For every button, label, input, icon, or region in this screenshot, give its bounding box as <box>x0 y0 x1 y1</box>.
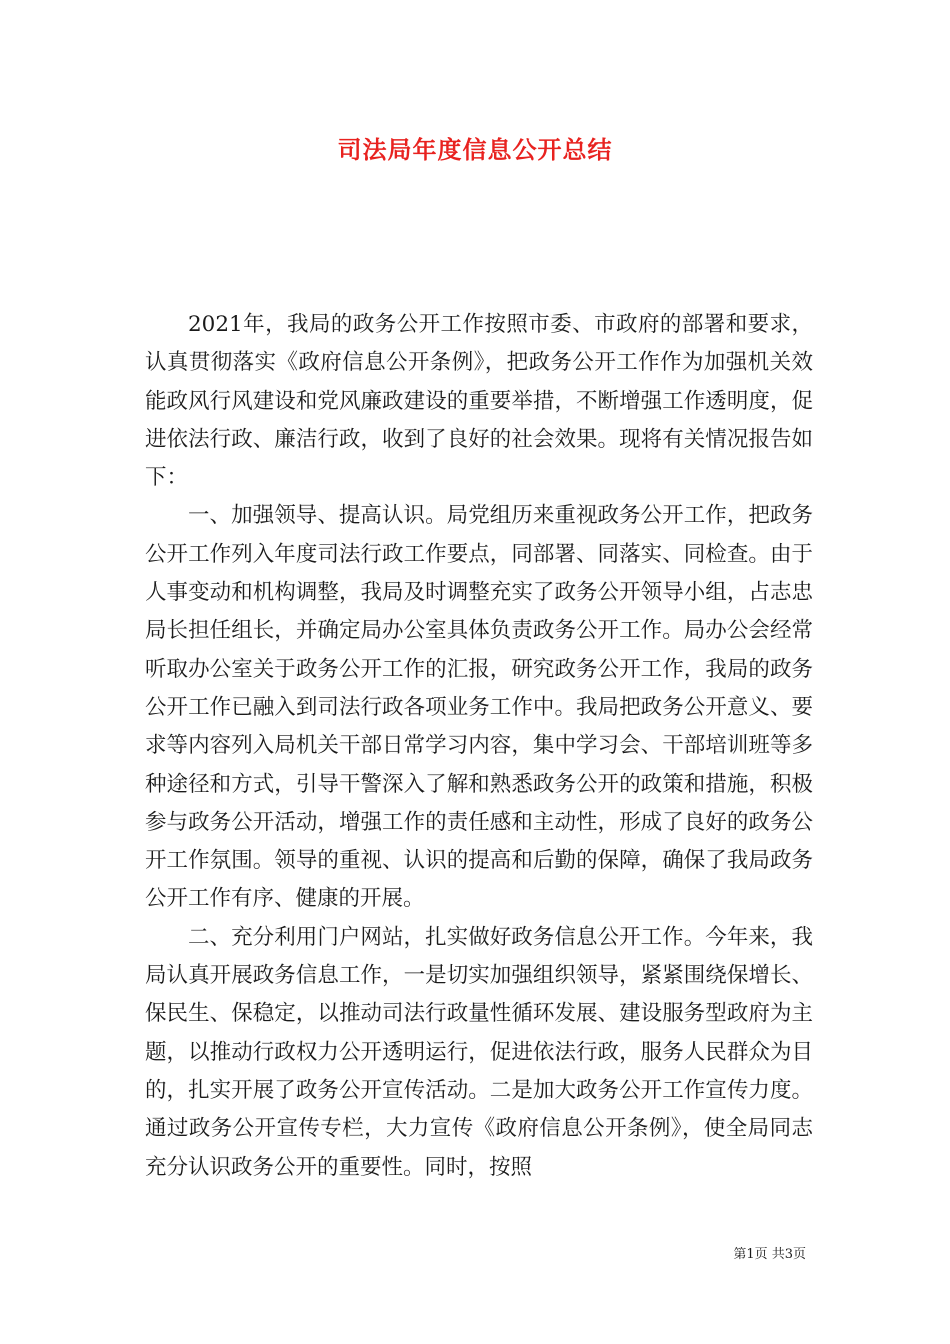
document-body <box>145 306 813 1187</box>
paragraph-section-2: 二、充分利用门户网站，扎实做好政务信息公开工作。今年来，我局认真开展政务信息工作，一是切实加强组织领导，紧紧围绕保增长、保民生、保稳定，以推动司法行政量性循环发展、建设服务型政府为主题，以推动行政权力公开透明运行，促进依法行政，服务人民群众为目的，扎实开展了政务公开宣传活动。二是加大政务公开工作宣传力度。通过政务公开宣传专栏，大力宣传《政府信息公开条例》，使全局同志充分认识政务公开的重要性。同时，按照 <box>145 924 813 1180</box>
document-title: 司法局年度信息公开总结 <box>337 135 613 164</box>
paragraph-section-1: 一、加强领导、提高认识。局党组历来重视政务公开工作，把政务公开工作列入年度司法行政工作要点，同部署、同落实、同检查。由于人事变动和机构调整，我局及时调整充实了政务公开领导小组，占志忠局长担任组长，并确定局办公室具体负责政务公开工作。局办公会经常听取办公室关于政务公开工作的汇报，研究政务公开工作，我局的政务公开工作已融入到司法行政各项业务工作中。我局把政务公开意义、要求等内容列入局机关干部日常学习内容，集中学习会、干部培训班等多种途径和方式，引导干警深入了解和熟悉政务公开的政策和措施，积极参与政务公开活动，增强工作的责任感和主动性，形成了良好的政务公开工作氛围。领导的重视、认识的提高和后勤的保障，确保了我局政务公开工作有序、健康的开展。 <box>145 503 813 912</box>
page-number: 第1页 共3页 <box>733 1247 806 1262</box>
paragraph-intro: 2021年，我局的政务公开工作按照市委、市政府的部署和要求，认真贯彻落实《政府信息公开条例》，把政务公开工作作为加强机关效能政风行风建设和党风廉政建设的重要举措，不断增强工作透明度，促进依法行政、廉洁行政，收到了良好的社会效果。现将有关情况报告如下： <box>145 312 813 491</box>
